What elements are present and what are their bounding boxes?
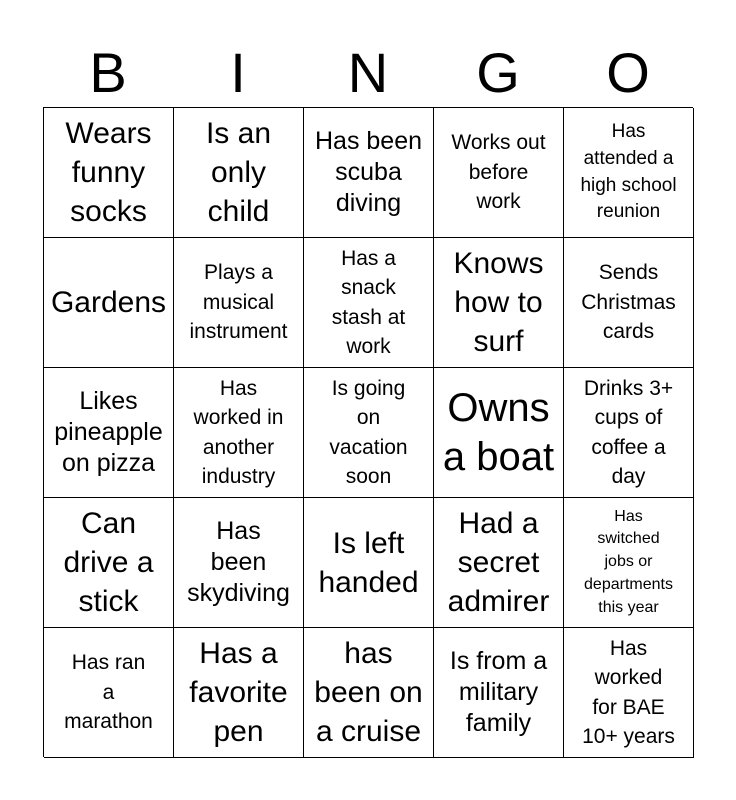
bingo-cell[interactable]: has been on a cruise <box>304 628 434 758</box>
bingo-header <box>43 40 693 106</box>
bingo-cell[interactable]: Owns a boat <box>434 368 564 498</box>
bingo-cell[interactable]: Wears funny socks <box>44 108 174 238</box>
bingo-cell[interactable]: Has a snack stash at work <box>304 238 434 368</box>
bingo-board <box>43 107 693 757</box>
bingo-cell[interactable]: Sends Christmas cards <box>564 238 694 368</box>
bingo-cell[interactable]: Knows how to surf <box>434 238 564 368</box>
bingo-cell[interactable]: Gardens <box>44 238 174 368</box>
bingo-cell[interactable]: Can drive a stick <box>44 498 174 628</box>
bingo-cell[interactable]: Has worked for BAE 10+ years <box>564 628 694 758</box>
bingo-cell[interactable]: Is left handed <box>304 498 434 628</box>
bingo-cell[interactable]: Works out before work <box>434 108 564 238</box>
bingo-cell[interactable]: Is from a military family <box>434 628 564 758</box>
bingo-cell[interactable]: Is an only child <box>174 108 304 238</box>
bingo-cell[interactable]: Has ran a marathon <box>44 628 174 758</box>
bingo-cell[interactable]: Had a secret admirer <box>434 498 564 628</box>
bingo-cell[interactable]: Is going on vacation soon <box>304 368 434 498</box>
bingo-cell[interactable]: Likes pineapple on pizza <box>44 368 174 498</box>
bingo-cell[interactable]: Has been scuba diving <box>304 108 434 238</box>
bingo-cell[interactable]: Drinks 3+ cups of coffee a day <box>564 368 694 498</box>
bingo-cell[interactable]: Has switched jobs or departments this year <box>564 498 694 628</box>
bingo-cell[interactable]: Has worked in another industry <box>174 368 304 498</box>
header-letter-i: I <box>230 41 246 104</box>
bingo-cell[interactable]: Has attended a high school reunion <box>564 108 694 238</box>
header-letter-b: B <box>89 41 127 104</box>
bingo-cell[interactable]: Has a favorite pen <box>174 628 304 758</box>
header-letter-n: N <box>347 41 389 104</box>
header-letter-o: O <box>606 41 650 104</box>
bingo-cell[interactable]: Has been skydiving <box>174 498 304 628</box>
bingo-cell[interactable]: Plays a musical instrument <box>174 238 304 368</box>
header-letter-g: G <box>476 41 520 104</box>
